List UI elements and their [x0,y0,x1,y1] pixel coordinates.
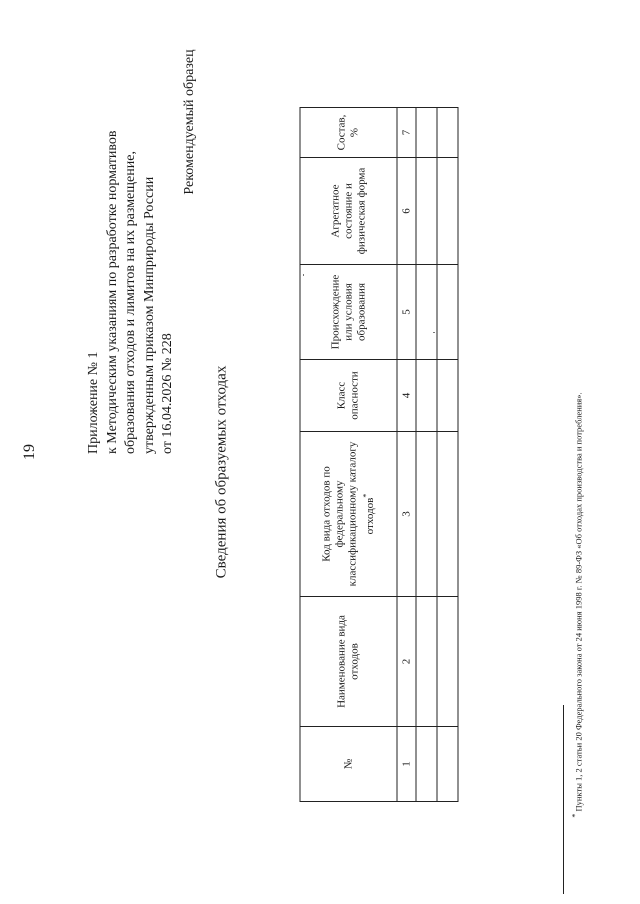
header-line: от 16.04.2026 № 228 [159,333,175,454]
appendix-header [85,34,178,454]
footnote-separator [563,705,564,894]
table-title: Сведения об образуемых отходах [213,365,230,579]
header-line: утвержденным приказом Минприроды России [141,176,157,454]
column-number: 3 [397,432,416,597]
table-cell [416,727,437,802]
table-row [437,108,458,802]
table-cell [416,158,437,265]
col-header-state: Агрегатное состояние и физическая форма [300,158,397,265]
col-header-name: Наименование вида отходов [300,597,397,727]
page-number: 19 [21,444,38,460]
recommended-label: Рекомендуемый образец [182,49,197,195]
column-number: 6 [397,158,416,265]
table-cell [416,360,437,432]
header-row [300,108,397,802]
waste-table [300,107,459,802]
col-header-number: № [300,727,397,802]
column-number: 2 [397,597,416,727]
table-cell [416,432,437,597]
table-cell [437,727,458,802]
column-number: 4 [397,360,416,432]
table-cell [437,360,458,432]
table-cell [416,597,437,727]
col-header-code [300,432,397,597]
table-cell [437,597,458,727]
table-cell [437,108,458,158]
col-header-hazard-class: Класс опасности [300,360,397,432]
col-header-origin: Происхождение или условия образования [300,265,397,360]
column-number: 5 [397,265,416,360]
col-header-code-text: Код вида отходов по федеральному классификационному каталогу отходов [320,441,376,587]
waste-table-container [300,108,453,802]
table-cell [437,432,458,597]
column-number-row [397,108,416,802]
header-line: образования отходов и лимитов на их размещение, [122,151,138,454]
scan-speck [303,274,304,276]
header-line: Приложение № 1 [85,351,101,454]
footnote-mark: * [361,493,371,498]
column-number: 1 [397,727,416,802]
table-cell [416,265,437,360]
header-line: к Методическим указаниям по разработке нормативов [104,130,120,454]
table-row [416,108,437,802]
col-header-composition: Состав, % [300,108,397,158]
table-cell [437,158,458,265]
table-cell [437,265,458,360]
table-cell [416,108,437,158]
scan-speck [433,332,435,333]
footnote-mark: * [570,813,580,818]
footnote-text: Пункты 1, 2 статьи 20 Федерального закона от 24 июня 1998 г. № 89-ФЗ «Об отходах производства и потребления». [573,392,584,812]
column-number: 7 [397,108,416,158]
footnote [571,392,584,817]
